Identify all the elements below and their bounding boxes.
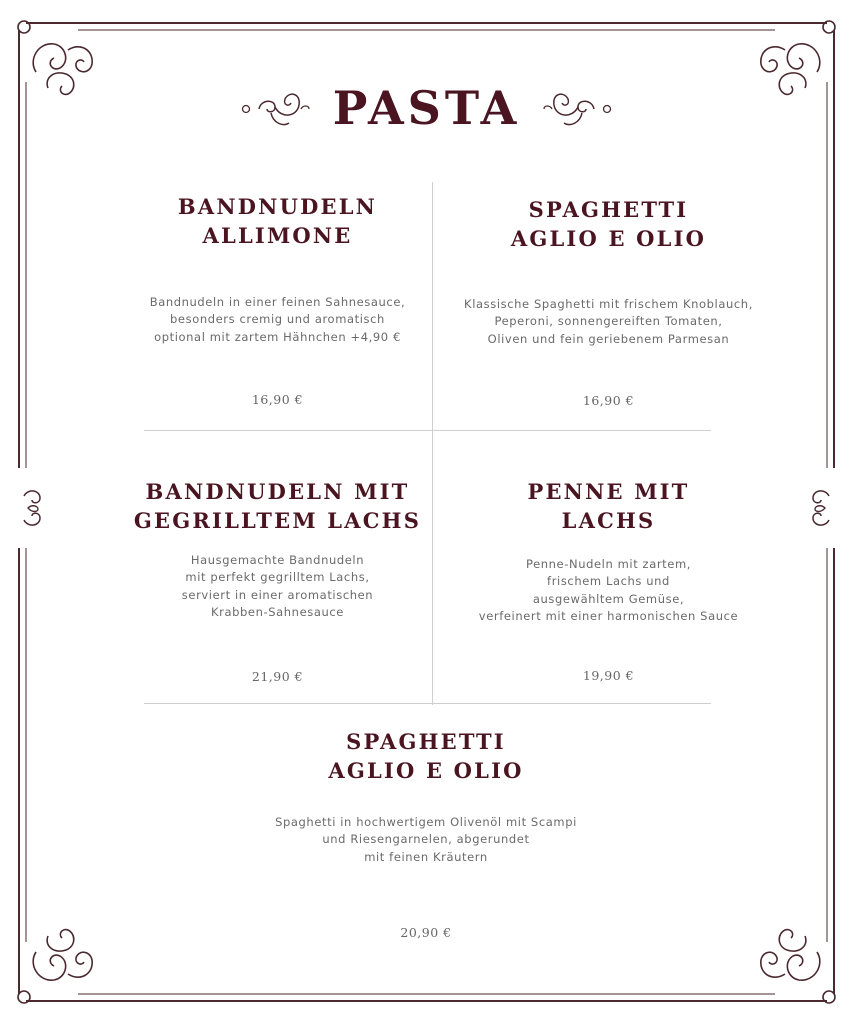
- item-description: Spaghetti in hochwertigem Olivenöl mit Scampi und Riesengarnelen, abgerundet mit feinen Kräutern: [275, 815, 577, 864]
- menu-item: [226, 727, 626, 957]
- item-name: BANDNUDELN ALLIMONE: [177, 194, 378, 248]
- item-description: Klassische Spaghetti mit frischem Knoblauch, Peperoni, sonnengereiften Tomaten, Oliven und fein geriebenem Parmesan: [464, 297, 753, 346]
- item-description: Penne-Nudeln mit zartem, frischem Lachs und ausgewähltem Gemüse, verfeinert mit einer harmonischen Sauce: [478, 557, 739, 623]
- menu-item: [110, 192, 445, 417]
- item-name: BANDNUDELN MIT GEGRILLTEM LACHS: [133, 479, 422, 533]
- side-swirl-icon: [24, 491, 40, 525]
- item-description: Hausgemachte Bandnudeln mit perfekt gegrilltem Lachs, serviert in einer aromatischen Krabben-Sahnesauce: [181, 553, 374, 619]
- side-swirl-icon: [813, 491, 829, 525]
- item-name: PENNE MIT LACHS: [527, 479, 690, 533]
- right-flourish-icon: [542, 83, 612, 133]
- menu-item: [441, 477, 776, 697]
- item-description: Bandnudeln in einer feinen Sahnesauce, besonders cremig und aromatisch optional mit zartem Hähnchen +4,90 €: [149, 295, 406, 344]
- page-title: PASTA: [332, 81, 521, 135]
- item-name: SPAGHETTI AGLIO E OLIO: [510, 197, 707, 251]
- horizontal-divider: [144, 703, 711, 704]
- item-price: 21,90 €: [251, 669, 304, 684]
- menu-item: [110, 477, 445, 697]
- corner-swirl-icon: [33, 930, 92, 981]
- horizontal-divider: [144, 430, 711, 431]
- item-price: 20,90 €: [400, 925, 452, 940]
- left-flourish-icon: [241, 83, 311, 133]
- title-bar: [0, 78, 853, 138]
- item-price: 19,90 €: [582, 668, 635, 683]
- item-price: 16,90 €: [582, 393, 635, 408]
- menu-item: [441, 195, 776, 420]
- corner-swirl-icon: [761, 930, 820, 981]
- item-name: SPAGHETTI AGLIO E OLIO: [328, 729, 524, 783]
- item-price: 16,90 €: [251, 392, 304, 407]
